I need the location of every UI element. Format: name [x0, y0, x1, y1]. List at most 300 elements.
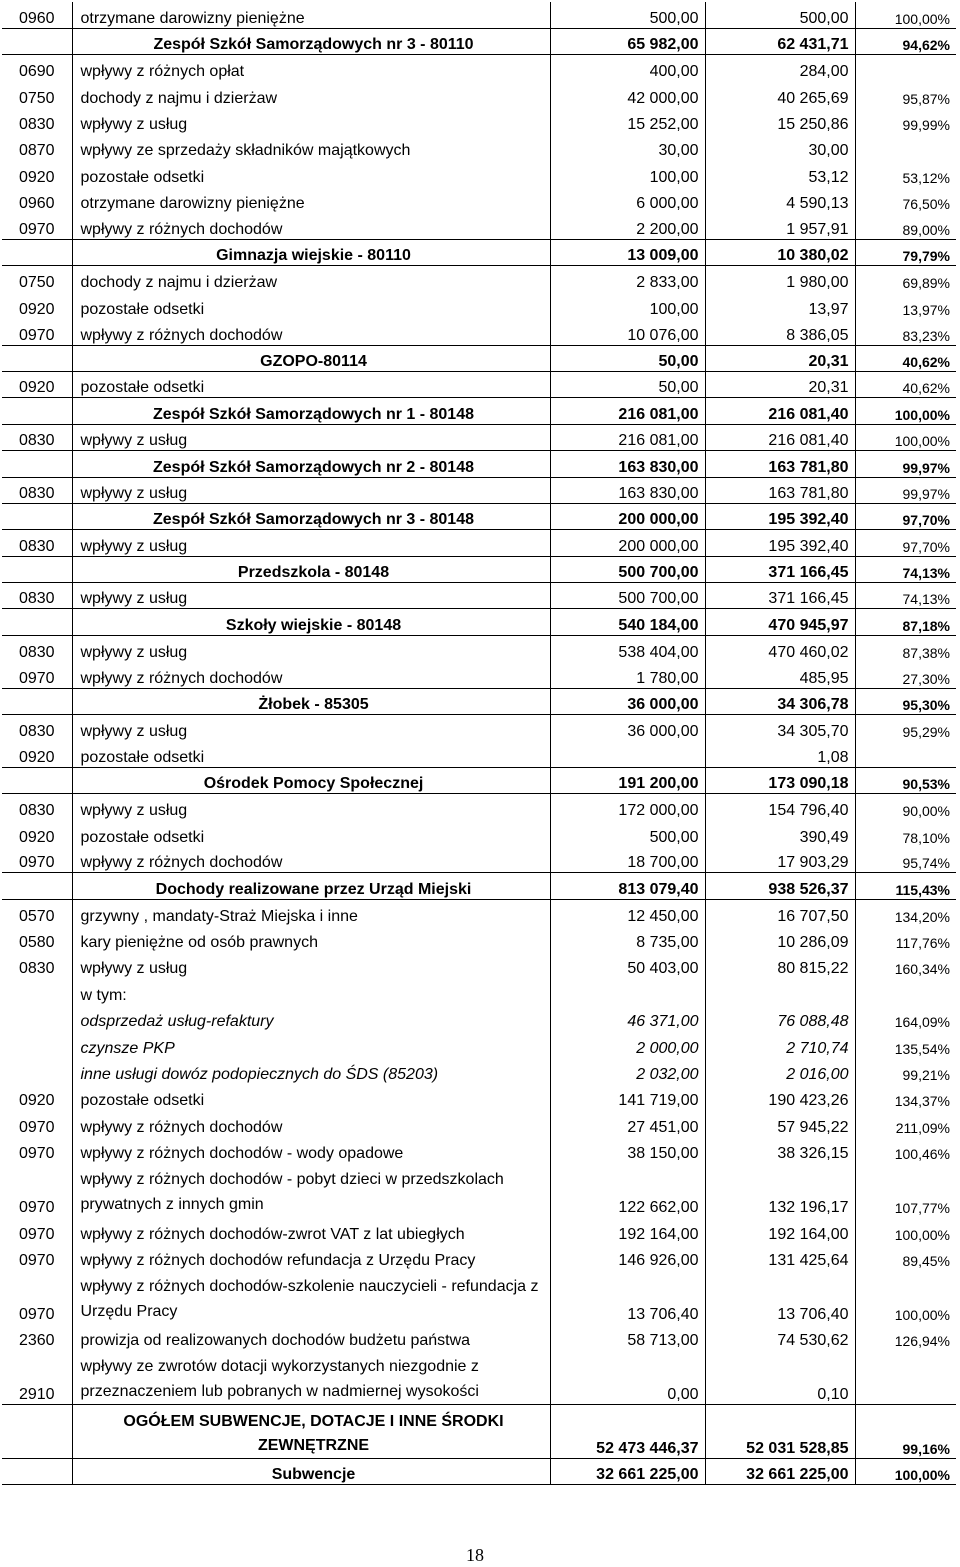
execution-cell: 216 081,40: [705, 398, 855, 424]
plan-cell: 38 150,00: [550, 1137, 705, 1163]
code-cell: 0920: [2, 1084, 72, 1110]
code-cell: 0970: [2, 1270, 72, 1324]
execution-cell: 2 016,00: [705, 1058, 855, 1084]
execution-cell: 1 980,00: [705, 266, 855, 292]
name-cell: GZOPO-80114: [72, 345, 550, 371]
plan-cell: [550, 741, 705, 767]
table-row: [2, 952, 956, 978]
percent-cell: 95,74%: [902, 855, 950, 872]
percent-cell: 74,13%: [902, 591, 950, 608]
plan-cell: 100,00: [550, 160, 705, 186]
execution-cell: 154 796,40: [705, 794, 855, 820]
name-cell: wpływy z usług: [72, 108, 550, 134]
percent-cell: 89,45%: [902, 1252, 950, 1269]
plan-cell: 500 700,00: [550, 556, 705, 582]
percent-cell: 100,00%: [855, 398, 956, 424]
execution-cell: 30,00: [705, 134, 855, 160]
execution-cell: 173 090,18: [705, 767, 855, 793]
table-row: [2, 477, 956, 503]
execution-cell: 2 710,74: [705, 1031, 855, 1057]
table-row: [2, 635, 956, 661]
plan-cell: 0,00: [550, 1350, 705, 1404]
section-row: [2, 345, 956, 371]
percent-cell: 13,97%: [902, 301, 950, 318]
percent-cell: [855, 55, 956, 81]
percent-cell: 160,34%: [894, 961, 950, 978]
code-cell: [2, 240, 72, 266]
percent-cell: 117,76%: [895, 935, 950, 952]
section-row: [2, 503, 956, 529]
percent-cell: 53,12%: [902, 169, 950, 186]
section-row: [2, 451, 956, 477]
execution-cell: 470 945,97: [705, 609, 855, 635]
name-cell: pozostałe odsetki: [72, 371, 550, 397]
plan-cell: 42 000,00: [550, 81, 705, 107]
name-cell: wpływy z różnych dochodów: [72, 662, 550, 688]
section-row: [2, 556, 956, 582]
percent-cell: 97,70%: [855, 503, 956, 529]
percent-cell: [855, 741, 956, 767]
execution-cell: 1 957,91: [705, 213, 855, 239]
plan-cell: 13 706,40: [550, 1270, 705, 1324]
execution-cell: 371 166,45: [705, 583, 855, 609]
name-cell: wpływy z różnych dochodów: [72, 319, 550, 345]
table-row: [2, 583, 956, 609]
plan-cell: 192 164,00: [550, 1217, 705, 1243]
name-cell: wpływy z różnych dochodów-zwrot VAT z lat ubiegłych: [72, 1217, 550, 1243]
code-cell: 0750: [2, 81, 72, 107]
code-cell: 0970: [2, 662, 72, 688]
percent-cell: 100,00%: [855, 1458, 956, 1484]
execution-cell: 20,31: [705, 371, 855, 397]
code-cell: 0830: [2, 477, 72, 503]
code-cell: 0970: [2, 1163, 72, 1217]
execution-cell: 195 392,40: [705, 530, 855, 556]
percent-cell: [855, 1350, 956, 1404]
name-cell: wpływy z usług: [72, 715, 550, 741]
percent-cell: 99,97%: [902, 485, 950, 502]
plan-cell: 191 200,00: [550, 767, 705, 793]
execution-cell: [705, 978, 855, 1004]
name-cell: wpływy z różnych dochodów - pobyt dzieci w przedszkolach prywatnych z innych gmin: [72, 1163, 550, 1217]
percent-cell: 99,97%: [855, 451, 956, 477]
table-row: [2, 1137, 956, 1163]
code-cell: 0830: [2, 530, 72, 556]
code-cell: 0920: [2, 371, 72, 397]
percent-cell: 78,10%: [902, 829, 950, 846]
plan-cell: 540 184,00: [550, 609, 705, 635]
code-cell: [2, 873, 72, 899]
execution-cell: 62 431,71: [705, 28, 855, 54]
plan-cell: 2 032,00: [550, 1058, 705, 1084]
execution-cell: 485,95: [705, 662, 855, 688]
budget-income-table: [2, 2, 956, 1485]
name-cell: wpływy z różnych dochodów - wody opadowe: [72, 1137, 550, 1163]
code-cell: [2, 398, 72, 424]
section-row: [2, 609, 956, 635]
table-row: [2, 187, 956, 213]
plan-cell: 216 081,00: [550, 424, 705, 450]
percent-cell: 134,37%: [894, 1093, 950, 1110]
code-cell: [2, 503, 72, 529]
execution-cell: 34 305,70: [705, 715, 855, 741]
code-cell: [2, 1404, 72, 1458]
name-cell: wpływy z różnych opłat: [72, 55, 550, 81]
code-cell: 0970: [2, 847, 72, 873]
plan-cell: 32 661 225,00: [550, 1458, 705, 1484]
plan-cell: 6 000,00: [550, 187, 705, 213]
plan-cell: 18 700,00: [550, 847, 705, 873]
name-cell: wpływy z różnych dochodów: [72, 847, 550, 873]
execution-cell: 8 386,05: [705, 319, 855, 345]
plan-cell: 58 713,00: [550, 1324, 705, 1350]
name-cell: wpływy z usług: [72, 794, 550, 820]
table-row: [2, 319, 956, 345]
name-cell: wpływy z różnych dochodów-szkolenie nauczycieli - refundacja z Urzędu Pracy: [72, 1270, 550, 1324]
name-cell: OGÓŁEM SUBWENCJE, DOTACJE I INNE ŚRODKI ZEWNĘTRZNE: [72, 1404, 550, 1458]
table-row: [2, 662, 956, 688]
name-cell: inne usługi dowóz podopiecznych do ŚDS (85203): [72, 1058, 550, 1084]
execution-cell: 470 460,02: [705, 635, 855, 661]
name-cell: Szkoły wiejskie - 80148: [72, 609, 550, 635]
percent-cell: 94,62%: [855, 28, 956, 54]
name-cell: pozostałe odsetki: [72, 160, 550, 186]
execution-cell: 40 265,69: [705, 81, 855, 107]
plan-cell: 141 719,00: [550, 1084, 705, 1110]
execution-cell: 10 286,09: [705, 926, 855, 952]
code-cell: 0920: [2, 820, 72, 846]
execution-cell: 32 661 225,00: [705, 1458, 855, 1484]
percent-cell: 79,79%: [855, 240, 956, 266]
percent-cell: 90,53%: [855, 767, 956, 793]
section-row: [2, 767, 956, 793]
code-cell: 0960: [2, 187, 72, 213]
code-cell: 0830: [2, 794, 72, 820]
code-cell: 0970: [2, 1217, 72, 1243]
plan-cell: 2 833,00: [550, 266, 705, 292]
name-cell: wpływy z usług: [72, 952, 550, 978]
name-cell: wpływy z usług: [72, 635, 550, 661]
name-cell: wpływy z różnych dochodów: [72, 1110, 550, 1136]
name-cell: czynsze PKP: [72, 1031, 550, 1057]
code-cell: [2, 1005, 72, 1031]
execution-cell: 192 164,00: [705, 1217, 855, 1243]
table-row: [2, 741, 956, 767]
percent-cell: 76,50%: [902, 196, 950, 213]
percent-cell: 100,00%: [894, 1306, 950, 1323]
plan-cell: 36 000,00: [550, 715, 705, 741]
name-cell: odsprzedaż usług-refaktury: [72, 1005, 550, 1031]
execution-cell: 80 815,22: [705, 952, 855, 978]
name-cell: wpływy ze sprzedaży składników majątkowych: [72, 134, 550, 160]
total-row: [2, 1404, 956, 1458]
code-cell: [2, 688, 72, 714]
code-cell: 0570: [2, 899, 72, 925]
code-cell: [2, 556, 72, 582]
name-cell: pozostałe odsetki: [72, 1084, 550, 1110]
execution-cell: 52 031 528,85: [705, 1404, 855, 1458]
name-cell: dochody z najmu i dzierżaw: [72, 81, 550, 107]
plan-cell: 46 371,00: [550, 1005, 705, 1031]
execution-cell: 371 166,45: [705, 556, 855, 582]
execution-cell: 34 306,78: [705, 688, 855, 714]
table-row: [2, 1005, 956, 1031]
plan-cell: 50 403,00: [550, 952, 705, 978]
table-row: [2, 1163, 956, 1217]
name-cell: pozostałe odsetki: [72, 292, 550, 318]
section-row: [2, 873, 956, 899]
name-cell: grzywny , mandaty-Straż Miejska i inne: [72, 899, 550, 925]
percent-cell: 99,21%: [902, 1067, 950, 1084]
plan-cell: 200 000,00: [550, 503, 705, 529]
execution-cell: 163 781,80: [705, 477, 855, 503]
code-cell: 0970: [2, 1137, 72, 1163]
section-row: [2, 398, 956, 424]
code-cell: 0580: [2, 926, 72, 952]
plan-cell: 15 252,00: [550, 108, 705, 134]
plan-cell: 163 830,00: [550, 477, 705, 503]
code-cell: 0920: [2, 741, 72, 767]
execution-cell: 76 088,48: [705, 1005, 855, 1031]
table-row: [2, 820, 956, 846]
plan-cell: 2 200,00: [550, 213, 705, 239]
name-cell: wpływy ze zwrotów dotacji wykorzystanych niezgodnie z przeznaczeniem lub pobranych w nadmiernej wysokości: [72, 1350, 550, 1404]
execution-cell: 38 326,15: [705, 1137, 855, 1163]
percent-cell: 69,89%: [902, 275, 950, 292]
name-cell: wpływy z usług: [72, 477, 550, 503]
table-row: [2, 160, 956, 186]
name-cell: w tym:: [72, 978, 550, 1004]
execution-cell: 195 392,40: [705, 503, 855, 529]
percent-cell: 95,30%: [855, 688, 956, 714]
plan-cell: 200 000,00: [550, 530, 705, 556]
table-row: [2, 81, 956, 107]
table-row: [2, 2, 956, 28]
percent-cell: 100,00%: [894, 1226, 950, 1243]
plan-cell: 8 735,00: [550, 926, 705, 952]
plan-cell: 500 700,00: [550, 583, 705, 609]
plan-cell: 500,00: [550, 820, 705, 846]
table-row: [2, 134, 956, 160]
name-cell: otrzymane darowizny pieniężne: [72, 2, 550, 28]
code-cell: 0830: [2, 715, 72, 741]
percent-cell: 107,77%: [894, 1200, 950, 1217]
section-row: [2, 1458, 956, 1484]
name-cell: Ośrodek Pomocy Społecznej: [72, 767, 550, 793]
percent-cell: 97,70%: [902, 538, 950, 555]
plan-cell: 500,00: [550, 2, 705, 28]
table-row: [2, 899, 956, 925]
plan-cell: 50,00: [550, 371, 705, 397]
percent-cell: 83,23%: [902, 327, 950, 344]
execution-cell: 10 380,02: [705, 240, 855, 266]
plan-cell: 813 079,40: [550, 873, 705, 899]
plan-cell: 27 451,00: [550, 1110, 705, 1136]
name-cell: Subwencje: [72, 1458, 550, 1484]
table-row: [2, 1270, 956, 1324]
code-cell: 0970: [2, 1110, 72, 1136]
execution-cell: 938 526,37: [705, 873, 855, 899]
execution-cell: 0,10: [705, 1350, 855, 1404]
code-cell: 0690: [2, 55, 72, 81]
execution-cell: 13 706,40: [705, 1270, 855, 1324]
execution-cell: 284,00: [705, 55, 855, 81]
percent-cell: 87,38%: [902, 644, 950, 661]
plan-cell: 36 000,00: [550, 688, 705, 714]
execution-cell: 163 781,80: [705, 451, 855, 477]
plan-cell: 400,00: [550, 55, 705, 81]
table-row: [2, 108, 956, 134]
plan-cell: 30,00: [550, 134, 705, 160]
table-row: [2, 1244, 956, 1270]
table-row: [2, 292, 956, 318]
percent-cell: [855, 978, 956, 1004]
code-cell: [2, 1058, 72, 1084]
name-cell: wpływy z usług: [72, 530, 550, 556]
plan-cell: 163 830,00: [550, 451, 705, 477]
plan-cell: 122 662,00: [550, 1163, 705, 1217]
name-cell: Przedszkola - 80148: [72, 556, 550, 582]
plan-cell: 146 926,00: [550, 1244, 705, 1270]
name-cell: otrzymane darowizny pieniężne: [72, 187, 550, 213]
code-cell: 0920: [2, 292, 72, 318]
execution-cell: 53,12: [705, 160, 855, 186]
table-row: [2, 1058, 956, 1084]
execution-cell: 20,31: [705, 345, 855, 371]
execution-cell: 17 903,29: [705, 847, 855, 873]
code-cell: 0830: [2, 952, 72, 978]
execution-cell: 390,49: [705, 820, 855, 846]
execution-cell: 131 425,64: [705, 1244, 855, 1270]
code-cell: [2, 1031, 72, 1057]
percent-cell: 40,62%: [855, 345, 956, 371]
plan-cell: 100,00: [550, 292, 705, 318]
name-cell: Żłobek - 85305: [72, 688, 550, 714]
plan-cell: 538 404,00: [550, 635, 705, 661]
percent-cell: 40,62%: [902, 380, 950, 397]
percent-cell: 100,00%: [894, 433, 950, 450]
table-row: [2, 1084, 956, 1110]
code-cell: [2, 978, 72, 1004]
plan-cell: 12 450,00: [550, 899, 705, 925]
name-cell: pozostałe odsetki: [72, 741, 550, 767]
code-cell: 2360: [2, 1324, 72, 1350]
execution-cell: 4 590,13: [705, 187, 855, 213]
page-number: 18: [466, 1545, 484, 1565]
name-cell: dochody z najmu i dzierżaw: [72, 266, 550, 292]
execution-cell: 500,00: [705, 2, 855, 28]
code-cell: 0750: [2, 266, 72, 292]
percent-cell: 100,46%: [894, 1146, 950, 1163]
table-row: [2, 213, 956, 239]
section-row: [2, 240, 956, 266]
plan-cell: 52 473 446,37: [550, 1404, 705, 1458]
name-cell: wpływy z usług: [72, 583, 550, 609]
percent-cell: 164,09%: [894, 1014, 950, 1031]
code-cell: 0830: [2, 583, 72, 609]
plan-cell: [550, 978, 705, 1004]
execution-cell: 13,97: [705, 292, 855, 318]
percent-cell: 74,13%: [855, 556, 956, 582]
execution-cell: 16 707,50: [705, 899, 855, 925]
code-cell: [2, 1458, 72, 1484]
table-row: [2, 1031, 956, 1057]
code-cell: 0870: [2, 134, 72, 160]
percent-cell: 115,43%: [855, 873, 956, 899]
name-cell: Dochody realizowane przez Urząd Miejski: [72, 873, 550, 899]
table-row: [2, 371, 956, 397]
percent-cell: 134,20%: [894, 908, 950, 925]
name-cell: kary pieniężne od osób prawnych: [72, 926, 550, 952]
plan-cell: 172 000,00: [550, 794, 705, 820]
code-cell: 0970: [2, 213, 72, 239]
plan-cell: 50,00: [550, 345, 705, 371]
table-row: [2, 266, 956, 292]
table-row: [2, 1350, 956, 1404]
name-cell: Gimnazja wiejskie - 80110: [72, 240, 550, 266]
code-cell: [2, 451, 72, 477]
plan-cell: 65 982,00: [550, 28, 705, 54]
name-cell: pozostałe odsetki: [72, 820, 550, 846]
section-row: [2, 28, 956, 54]
percent-cell: 90,00%: [902, 803, 950, 820]
percent-cell: 99,99%: [902, 116, 950, 133]
name-cell: Zespół Szkół Samorządowych nr 3 - 80148: [72, 503, 550, 529]
plan-cell: 2 000,00: [550, 1031, 705, 1057]
code-cell: [2, 28, 72, 54]
execution-cell: 216 081,40: [705, 424, 855, 450]
execution-cell: 74 530,62: [705, 1324, 855, 1350]
plan-cell: 13 009,00: [550, 240, 705, 266]
code-cell: 0970: [2, 319, 72, 345]
table-row: [2, 926, 956, 952]
percent-cell: 135,54%: [894, 1040, 950, 1057]
percent-cell: 211,09%: [895, 1119, 950, 1136]
table-row: [2, 424, 956, 450]
percent-cell: 87,18%: [855, 609, 956, 635]
code-cell: 0970: [2, 1244, 72, 1270]
percent-cell: 99,16%: [855, 1404, 956, 1458]
percent-cell: 100,00%: [894, 10, 950, 27]
code-cell: 2910: [2, 1350, 72, 1404]
plan-cell: 216 081,00: [550, 398, 705, 424]
name-cell: wpływy z usług: [72, 424, 550, 450]
code-cell: [2, 345, 72, 371]
plan-cell: 1 780,00: [550, 662, 705, 688]
table-row: [2, 1324, 956, 1350]
percent-cell: 95,87%: [902, 90, 950, 107]
execution-cell: 190 423,26: [705, 1084, 855, 1110]
percent-cell: 27,30%: [902, 670, 950, 687]
percent-cell: 89,00%: [902, 222, 950, 239]
table-row: [2, 978, 956, 1004]
percent-cell: 95,29%: [902, 723, 950, 740]
name-cell: prowizja od realizowanych dochodów budżetu państwa: [72, 1324, 550, 1350]
percent-cell: [855, 134, 956, 160]
code-cell: [2, 609, 72, 635]
name-cell: Zespół Szkół Samorządowych nr 1 - 80148: [72, 398, 550, 424]
table-body: [2, 2, 956, 1485]
plan-cell: 10 076,00: [550, 319, 705, 345]
name-cell: wpływy z różnych dochodów refundacja z Urzędu Pracy: [72, 1244, 550, 1270]
code-cell: 0830: [2, 635, 72, 661]
name-cell: Zespół Szkół Samorządowych nr 3 - 80110: [72, 28, 550, 54]
execution-cell: 57 945,22: [705, 1110, 855, 1136]
table-row: [2, 55, 956, 81]
code-cell: 0830: [2, 108, 72, 134]
code-cell: 0830: [2, 424, 72, 450]
name-cell: Zespół Szkół Samorządowych nr 2 - 80148: [72, 451, 550, 477]
